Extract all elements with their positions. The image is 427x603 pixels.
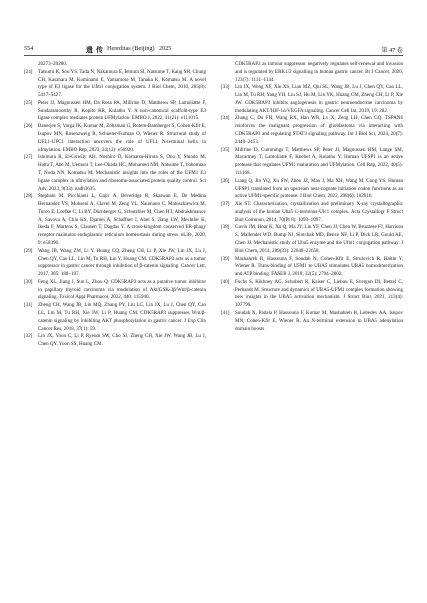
journal-name: Hereditas (Beijing) — [107, 45, 155, 52]
header-rule — [24, 55, 403, 56]
reference-continuation: CDK5RAP3 as tumour suppressor negatively regulates self-renewal and invasion and is regulated by ERK1/2 signalling in human gastric cancer. Br J Cancer, 2020, 123(7): 1131–1144. — [235, 61, 403, 83]
left-reference-column — [24, 61, 206, 349]
page-number: 554 — [24, 45, 34, 52]
reference-number: [34] — [221, 115, 230, 122]
reference-number: [32] — [24, 333, 33, 340]
reference-number: [38] — [221, 224, 230, 231]
reference-number: [28] — [24, 193, 33, 200]
reference-entry — [24, 248, 206, 279]
reference-entry — [221, 310, 403, 333]
reference-text: Fuchs S, Kikhney AG, Schubert R, Kaiser C, Liebau E, Svergun DI, Betzel C, Perbandt M. Structure and dynamics of UBA5-UFM1 complex formation showing new insights in the UBA5 activation mechanism. J Struct Biol, 2021, 213(4): 107796. — [235, 278, 403, 309]
reference-text: Peter JJ, Magnussen HM, Da Rosa PA, Millrine D, Matthews SP, Lamoliatte F, Sundaramoorthy R, Kopito RR, Kulathu Y. A non-canonical scaffold-type E3 ligase complex mediates protein UFMylation. EMBO J, 2022, 41(21): e111015. — [38, 99, 206, 122]
reference-text: Lin JX, Yoon C, Li P, Ryeom SW, Cho SJ, Zheng CH, Xie JW, Wang JB, Lu J, Chen QY, Yoon SS, Huang CM. — [38, 333, 206, 348]
reference-entry — [24, 100, 206, 123]
volume-label: 第 47 卷 — [381, 47, 403, 54]
reference-number: [31] — [24, 302, 33, 309]
reference-number: [39] — [221, 255, 230, 262]
reference-text: Millrine D, Cummings T, Matthews SP, Peter JJ, Magnussen HM, Lange SM, Macartney T, Lamoliatte F, Knebel A, Kulathu Y. Human UFSP1 is an active protease that regulates UFM1 maturation and UFMylation. Cell Rep, 2022, 40(5): 111168. — [235, 146, 403, 176]
reference-entry — [24, 279, 206, 302]
reference-number: [26] — [24, 123, 33, 130]
reference-text: Ishimura R, El-Gowily AH, Noshiro D, Komatsu-Hirota S, Ono Y, Shindo M, Hatta T, Abe M, Uemura T, Lee-Okada HC, Mohamed NM, Natsume T, Yokomizo T, Noda NN, Komatsu M. Mechanistic insights into the roles of the UFM1 E3 ligase complex in ufmylation and ribosome-associated protein quality control. Sci Adv, 2023, 9(33): eadh3635. — [38, 154, 206, 192]
reference-number: [30] — [24, 278, 33, 285]
reference-entry — [221, 256, 403, 279]
reference-list-right — [221, 84, 403, 333]
reference-entry — [24, 193, 206, 247]
reference-text: Zheng CH, Wang JB, Lin MQ, Zhang PY, Liu LC, Lin JX, Lu J, Chen QY, Cao LL, Lin M, Tu RH, Xie JW, Li P, Huang CM. CDK5RAP3 suppresses Wnt/β-catenin signaling by inhibiting AKT phosphorylation in gastric cancer. J Exp Clin Cancer Res, 2018, 37(1): 59. — [38, 302, 206, 332]
journal-logo: 遗 传 — [86, 46, 104, 54]
reference-number: [25] — [24, 99, 33, 106]
reference-entry — [221, 115, 403, 146]
reference-number: [36] — [221, 177, 230, 184]
reference-number: [40] — [221, 278, 230, 285]
reference-entry — [221, 201, 403, 224]
reference-number: [27] — [24, 154, 33, 161]
reference-number: [33] — [221, 84, 230, 91]
reference-text: Gavin JM, Hoar K, Xu Q, Ma JY, Lin YF, Chen JJ, Chen W, Bruzzese FJ, Harrison S, Mallender WD, Bump NJ, Sintchak MD, Bence NF, Li P, Dick LR, Gould AE, Chen JJ. Mechanistic study of Uba5 enzyme and the Ufm1 conjugation pathway. J Biol Chem, 2014, 289(33): 22648–22658. — [235, 224, 403, 254]
reference-entry — [24, 69, 206, 100]
reference-list-left — [24, 69, 206, 349]
right-reference-column — [221, 61, 403, 333]
reference-text: Zhang C, Du FH, Wang RX, Han WB, Lv X, Zeng LH, Chen GQ. TSPAN6 reinforces the malignant progression of glioblastoma via interacting with CDK5RAP3 and regulating STAT3 signaling pathway. Int J Biol Sci, 2024, 20(7): 2440–2453. — [235, 115, 403, 145]
reference-text: Liang Q, Jin YQ, Xu SW, Zhou JZ, Mao J, Ma XH, Wang M, Cong YS. Human UFSP1 translated from an upstream near-cognate initiation codon functions as an active UFM1-specific protease. J Biol Chem, 2022, 298(6): 102016. — [235, 177, 403, 200]
reference-number: [24] — [24, 68, 33, 75]
reference-entry — [24, 333, 206, 349]
reference-number: [29] — [24, 247, 33, 254]
reference-entry — [221, 224, 403, 255]
reference-entry — [221, 84, 403, 115]
reference-text: Feng XL, Jiang J, Sun L, Zhou Q. CDK5RAP3 acts as a putative tumor inhibitor in papillary thyroid carcinoma via modulation of Akt/GSK-3β/Wnt/β-catenin signaling. Toxicol Appl Pharmacol, 2022, 440: 115940. — [38, 278, 206, 301]
reference-text: Mashahreh B, Hassouna F, Soudah N, Cohen-Kfir E, Strulovich R, Haitin Y, Wiener R. Trans-binding of UFM1 to UBA5 stimulates UBA5 homodimerization and ATP binding. FASEB J, 2018, 32(5): 2794–2802. — [235, 255, 403, 278]
reference-entry — [24, 123, 206, 154]
reference-text: Soudah N, Padala P, Hassouna F, Kumar M, Mashahreh B, Lebedev AA, Isupov MN, Cohen-Kfir E, Wiener R. An N-terminal extension to UBA5 adenylation domain boosts — [235, 310, 403, 332]
reference-entry — [221, 178, 403, 201]
publication-year: 2025 — [159, 45, 172, 52]
reference-text: Stephani M, Picchianti L, Gajic A, Beveridge R, Skarwan E, De Medina Hernandez VS, Mohseni A, Clavel M, Zeng YL, Naumann C, Matuszkiewicz M, Turco E, Loefke C, Li BY, Dürnberger G, Schutzbier M, Chen HT, Abdrakhmanov A, Savova A, Chia KS, Djamei A, Schaffner I, Abel S, Jiang LW, Mechtler K, Ikeda F, Martens S, Clausen T, Dagdas Y. A cross-kingdom conserved ER-phagy receptor maintains endoplasmic reticulum homeostasis during stress. eLife, 2020, 9: e58396. — [38, 193, 206, 246]
reference-entry — [221, 279, 403, 310]
reference-entry — [24, 154, 206, 193]
reference-number: [41] — [221, 310, 230, 316]
reference-text: Lin JX, Weng XF, Xie XS, Lian MZ, Qiu SL, Wang JB, Lu J, Chen QY, Cao LL, Lin M, Tu RH, Yang YH, Liu SJ, Hu M, Lin YK, Huang CM, Zheng CH, Li P, Xie JW. CDK5RAP3 inhibits angiogenesis in gastric neuroendocrine carcinoma by modulating AKT/HIF-1α/VEGFA signaling. Cancer Cell Int, 2019, 19: 282. — [235, 84, 403, 114]
reference-text: Wang JB, Wang ZW, Li Y, Huang CQ, Zheng CH, Li P, Xie JW, Lin JX, Lu J, Chen QY, Cao LL, Lin M, Tu RH, Lin Y, Huang CM. CDK5RAP3 acts as a tumor suppressor in gastric cancer through inhibition of β-catenin signaling. Cancer Lett, 2017, 385: 188–197. — [38, 247, 206, 278]
reference-number: [35] — [221, 146, 230, 153]
reference-entry — [221, 147, 403, 178]
reference-text: Tatsumi K, Sou YS, Tada N, Nakamura E, Iemura SI, Natsume T, Kang SH, Chung CH, Kasahara M, Kominami E, Yamamoto M, Tanaka K, Komatsu M. A novel type of E3 ligase for the Ufm1 conjugation system. J Biol Chem, 2010, 285(8): 5417–5427. — [38, 68, 207, 99]
reference-text: Xie ST. Characterization, crystallization and preliminary X-ray crystallographic analysis of the human Uba5 C-terminus-Ufc1 complex. Acta Crystallogr F Struct Biol Commun, 2014, 70(Pt 8): 1093–1097. — [235, 201, 403, 223]
reference-number: [37] — [221, 201, 230, 208]
reference-entry — [24, 302, 206, 333]
reference-text: Banerjee S, Varga JK, Kumar M, Zoltsman G, Rotem-Bamberger S, Cohen-Kfir E, Isupov MN, Rosenzweig R, Schueler-Furman O, Wiener R. Structural study of UFL1-UFC1 interaction uncovers the role of UFL1 N-terminal helix in ufmylation. EMBO Rep, 2023, 24(12): e56920. — [38, 123, 206, 153]
reference-continuation: 20273–20280. — [38, 61, 68, 67]
